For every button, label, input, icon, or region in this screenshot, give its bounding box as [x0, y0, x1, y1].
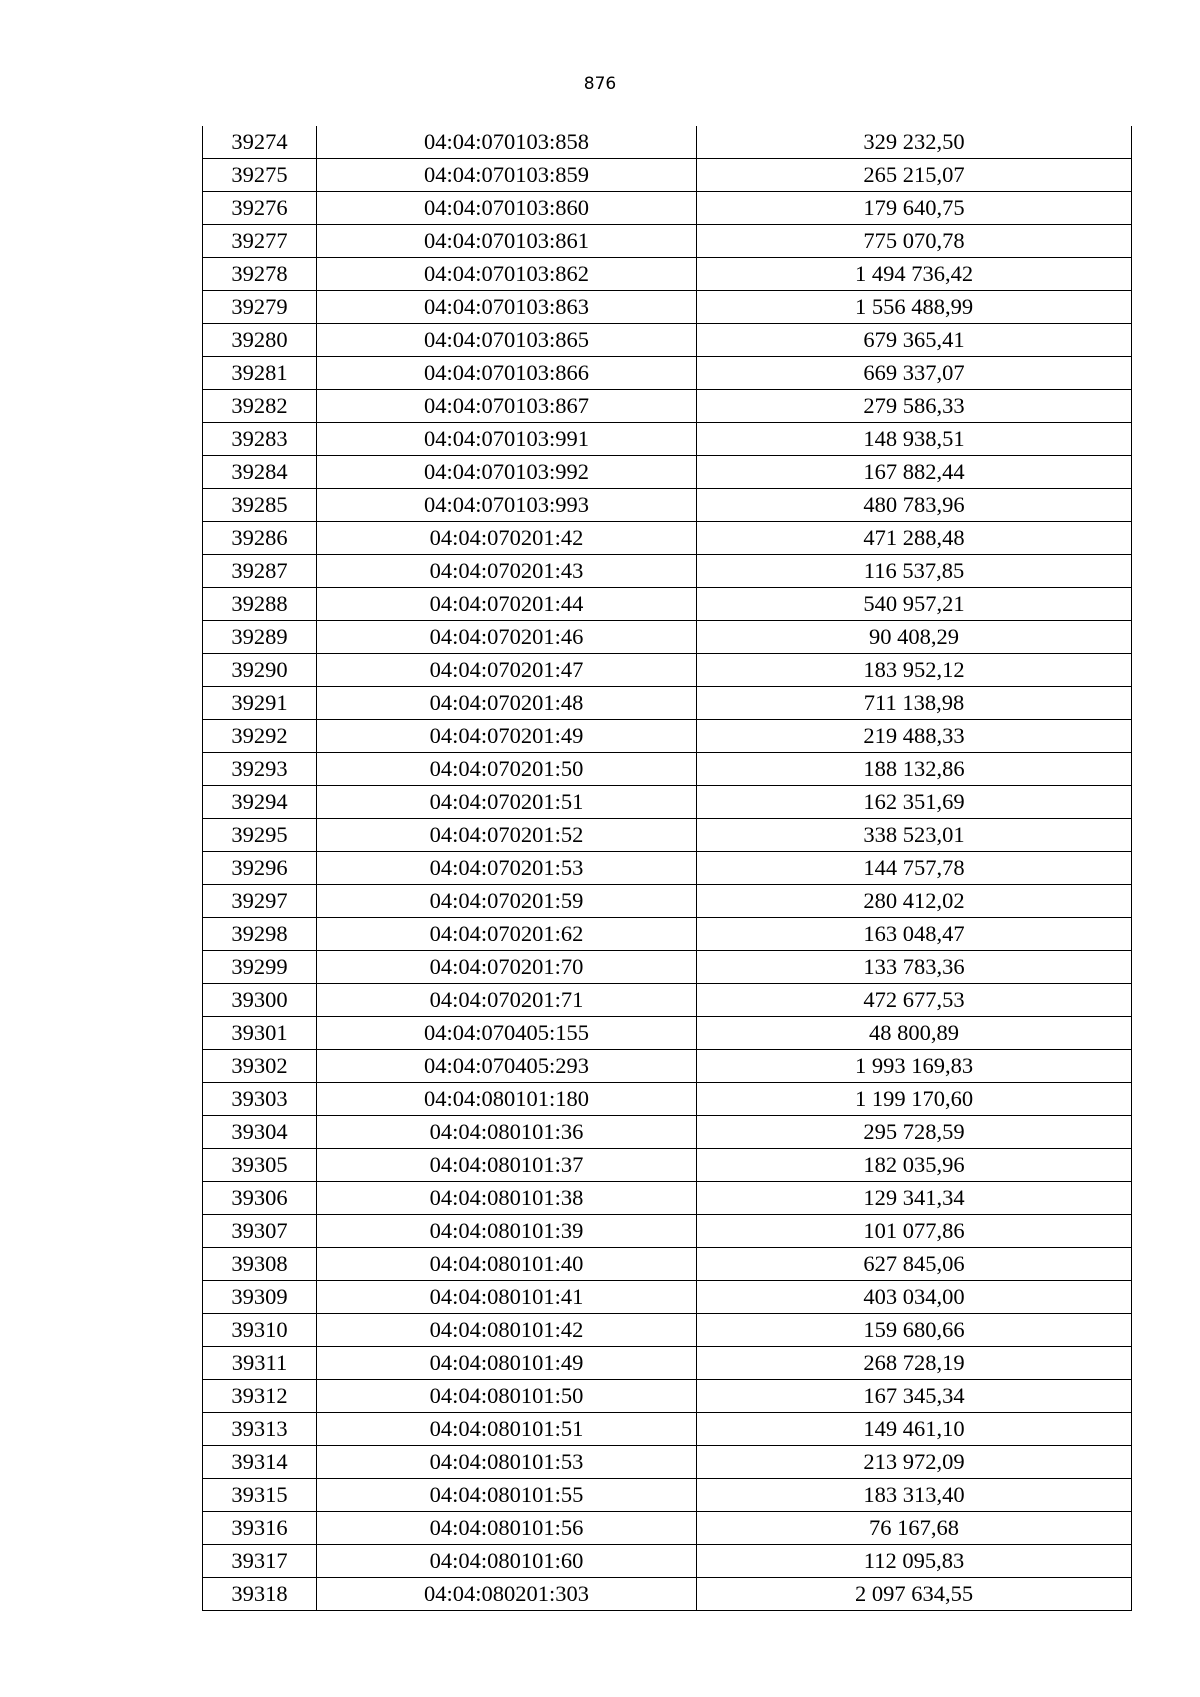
- value-cell: 219 488,33: [697, 720, 1132, 753]
- cadastral-number-cell: 04:04:080101:50: [317, 1380, 697, 1413]
- value-cell: 112 095,83: [697, 1545, 1132, 1578]
- cadastral-number-cell: 04:04:070201:50: [317, 753, 697, 786]
- row-number-cell: 39305: [203, 1149, 317, 1182]
- table-row: [203, 1149, 1132, 1182]
- value-cell: 279 586,33: [697, 390, 1132, 423]
- cadastral-number-cell: 04:04:070201:42: [317, 522, 697, 555]
- table-row: [203, 555, 1132, 588]
- row-number-cell: 39280: [203, 324, 317, 357]
- row-number-cell: 39316: [203, 1512, 317, 1545]
- cadastral-number-cell: 04:04:070103:865: [317, 324, 697, 357]
- row-number-cell: 39291: [203, 687, 317, 720]
- row-number-cell: 39306: [203, 1182, 317, 1215]
- value-cell: 133 783,36: [697, 951, 1132, 984]
- value-cell: 1 494 736,42: [697, 258, 1132, 291]
- table-row: [203, 984, 1132, 1017]
- value-cell: 213 972,09: [697, 1446, 1132, 1479]
- row-number-cell: 39294: [203, 786, 317, 819]
- table-row: [203, 1479, 1132, 1512]
- value-cell: 167 882,44: [697, 456, 1132, 489]
- row-number-cell: 39310: [203, 1314, 317, 1347]
- table-row: [203, 258, 1132, 291]
- row-number-cell: 39274: [203, 126, 317, 159]
- value-cell: 679 365,41: [697, 324, 1132, 357]
- value-cell: 775 070,78: [697, 225, 1132, 258]
- table-row: [203, 786, 1132, 819]
- cadastral-number-cell: 04:04:070103:862: [317, 258, 697, 291]
- cadastral-number-cell: 04:04:070201:44: [317, 588, 697, 621]
- table-row: [203, 1083, 1132, 1116]
- table-row: [203, 423, 1132, 456]
- cadastral-number-cell: 04:04:070103:863: [317, 291, 697, 324]
- cadastral-number-cell: 04:04:070201:59: [317, 885, 697, 918]
- row-number-cell: 39300: [203, 984, 317, 1017]
- page-number: 876: [583, 74, 617, 94]
- table-row: [203, 753, 1132, 786]
- table-row: [203, 654, 1132, 687]
- row-number-cell: 39303: [203, 1083, 317, 1116]
- cadastral-number-cell: 04:04:080101:56: [317, 1512, 697, 1545]
- cadastral-number-cell: 04:04:080101:51: [317, 1413, 697, 1446]
- table-row: [203, 1347, 1132, 1380]
- row-number-cell: 39288: [203, 588, 317, 621]
- row-number-cell: 39315: [203, 1479, 317, 1512]
- table-row: [203, 456, 1132, 489]
- table-row: [203, 852, 1132, 885]
- table-row: [203, 720, 1132, 753]
- row-number-cell: 39313: [203, 1413, 317, 1446]
- table-row: [203, 819, 1132, 852]
- row-number-cell: 39278: [203, 258, 317, 291]
- row-number-cell: 39314: [203, 1446, 317, 1479]
- table-row: [203, 1050, 1132, 1083]
- row-number-cell: 39292: [203, 720, 317, 753]
- table-row: [203, 951, 1132, 984]
- table-row: [203, 1545, 1132, 1578]
- value-cell: 162 351,69: [697, 786, 1132, 819]
- value-cell: 329 232,50: [697, 126, 1132, 159]
- cadastral-number-cell: 04:04:070201:47: [317, 654, 697, 687]
- value-cell: 179 640,75: [697, 192, 1132, 225]
- cadastral-number-cell: 04:04:070201:71: [317, 984, 697, 1017]
- row-number-cell: 39276: [203, 192, 317, 225]
- cadastral-number-cell: 04:04:070201:51: [317, 786, 697, 819]
- cadastral-number-cell: 04:04:070201:49: [317, 720, 697, 753]
- cadastral-number-cell: 04:04:080101:42: [317, 1314, 697, 1347]
- row-number-cell: 39277: [203, 225, 317, 258]
- table-body: [203, 126, 1132, 1611]
- row-number-cell: 39284: [203, 456, 317, 489]
- row-number-cell: 39290: [203, 654, 317, 687]
- table-row: [203, 126, 1132, 159]
- value-cell: 472 677,53: [697, 984, 1132, 1017]
- row-number-cell: 39285: [203, 489, 317, 522]
- table-row: [203, 1116, 1132, 1149]
- cadastral-number-cell: 04:04:070103:861: [317, 225, 697, 258]
- row-number-cell: 39299: [203, 951, 317, 984]
- cadastral-number-cell: 04:04:080101:37: [317, 1149, 697, 1182]
- value-cell: 159 680,66: [697, 1314, 1132, 1347]
- row-number-cell: 39312: [203, 1380, 317, 1413]
- value-cell: 669 337,07: [697, 357, 1132, 390]
- table-row: [203, 1017, 1132, 1050]
- value-cell: 540 957,21: [697, 588, 1132, 621]
- table-row: [203, 1182, 1132, 1215]
- row-number-cell: 39279: [203, 291, 317, 324]
- cadastral-number-cell: 04:04:070201:48: [317, 687, 697, 720]
- cadastral-number-cell: 04:04:080101:40: [317, 1248, 697, 1281]
- cadastral-number-cell: 04:04:070405:155: [317, 1017, 697, 1050]
- table-row: [203, 687, 1132, 720]
- cadastral-number-cell: 04:04:080101:60: [317, 1545, 697, 1578]
- row-number-cell: 39283: [203, 423, 317, 456]
- value-cell: 711 138,98: [697, 687, 1132, 720]
- cadastral-number-cell: 04:04:080101:38: [317, 1182, 697, 1215]
- cadastral-number-cell: 04:04:070201:43: [317, 555, 697, 588]
- row-number-cell: 39301: [203, 1017, 317, 1050]
- table-row: [203, 885, 1132, 918]
- row-number-cell: 39275: [203, 159, 317, 192]
- table-row: [203, 1215, 1132, 1248]
- cadastral-number-cell: 04:04:070103:866: [317, 357, 697, 390]
- row-number-cell: 39311: [203, 1347, 317, 1380]
- row-number-cell: 39282: [203, 390, 317, 423]
- table-row: [203, 390, 1132, 423]
- cadastral-number-cell: 04:04:070201:70: [317, 951, 697, 984]
- row-number-cell: 39293: [203, 753, 317, 786]
- cadastral-number-cell: 04:04:080101:53: [317, 1446, 697, 1479]
- row-number-cell: 39309: [203, 1281, 317, 1314]
- row-number-cell: 39286: [203, 522, 317, 555]
- value-cell: 90 408,29: [697, 621, 1132, 654]
- value-cell: 188 132,86: [697, 753, 1132, 786]
- cadastral-number-cell: 04:04:080101:41: [317, 1281, 697, 1314]
- cadastral-number-cell: 04:04:080101:55: [317, 1479, 697, 1512]
- value-cell: 101 077,86: [697, 1215, 1132, 1248]
- cadastral-number-cell: 04:04:080101:49: [317, 1347, 697, 1380]
- table-row: [203, 588, 1132, 621]
- table-row: [203, 1248, 1132, 1281]
- value-cell: 268 728,19: [697, 1347, 1132, 1380]
- cadastral-number-cell: 04:04:080101:36: [317, 1116, 697, 1149]
- value-cell: 1 556 488,99: [697, 291, 1132, 324]
- row-number-cell: 39302: [203, 1050, 317, 1083]
- cadastral-number-cell: 04:04:080201:303: [317, 1578, 697, 1611]
- row-number-cell: 39318: [203, 1578, 317, 1611]
- table-row: [203, 1578, 1132, 1611]
- row-number-cell: 39287: [203, 555, 317, 588]
- row-number-cell: 39296: [203, 852, 317, 885]
- table-row: [203, 1413, 1132, 1446]
- cadastral-number-cell: 04:04:070103:859: [317, 159, 697, 192]
- value-cell: 144 757,78: [697, 852, 1132, 885]
- cadastral-number-cell: 04:04:070103:860: [317, 192, 697, 225]
- table-row: [203, 1281, 1132, 1314]
- value-cell: 1 993 169,83: [697, 1050, 1132, 1083]
- cadastral-number-cell: 04:04:070103:858: [317, 126, 697, 159]
- row-number-cell: 39308: [203, 1248, 317, 1281]
- table-row: [203, 1314, 1132, 1347]
- cadastral-number-cell: 04:04:070103:993: [317, 489, 697, 522]
- value-cell: 2 097 634,55: [697, 1578, 1132, 1611]
- cadastral-number-cell: 04:04:080101:39: [317, 1215, 697, 1248]
- table-row: [203, 159, 1132, 192]
- table-row: [203, 522, 1132, 555]
- value-cell: 480 783,96: [697, 489, 1132, 522]
- value-cell: 183 313,40: [697, 1479, 1132, 1512]
- cadastral-number-cell: 04:04:070103:867: [317, 390, 697, 423]
- value-cell: 148 938,51: [697, 423, 1132, 456]
- value-cell: 295 728,59: [697, 1116, 1132, 1149]
- value-cell: 116 537,85: [697, 555, 1132, 588]
- cadastral-number-cell: 04:04:080101:180: [317, 1083, 697, 1116]
- table-row: [203, 1446, 1132, 1479]
- row-number-cell: 39307: [203, 1215, 317, 1248]
- table-row: [203, 1380, 1132, 1413]
- cadastral-number-cell: 04:04:070201:46: [317, 621, 697, 654]
- value-cell: 280 412,02: [697, 885, 1132, 918]
- value-cell: 471 288,48: [697, 522, 1132, 555]
- value-cell: 182 035,96: [697, 1149, 1132, 1182]
- value-cell: 163 048,47: [697, 918, 1132, 951]
- cadastral-number-cell: 04:04:070103:991: [317, 423, 697, 456]
- table-row: [203, 225, 1132, 258]
- value-cell: 403 034,00: [697, 1281, 1132, 1314]
- table-row: [203, 489, 1132, 522]
- row-number-cell: 39317: [203, 1545, 317, 1578]
- row-number-cell: 39289: [203, 621, 317, 654]
- cadastral-value-table: [202, 126, 1132, 1611]
- value-cell: 265 215,07: [697, 159, 1132, 192]
- value-cell: 338 523,01: [697, 819, 1132, 852]
- value-cell: 129 341,34: [697, 1182, 1132, 1215]
- table-row: [203, 918, 1132, 951]
- cadastral-number-cell: 04:04:070201:62: [317, 918, 697, 951]
- table-row: [203, 357, 1132, 390]
- cadastral-number-cell: 04:04:070103:992: [317, 456, 697, 489]
- row-number-cell: 39297: [203, 885, 317, 918]
- value-cell: 76 167,68: [697, 1512, 1132, 1545]
- value-cell: 149 461,10: [697, 1413, 1132, 1446]
- cadastral-number-cell: 04:04:070201:52: [317, 819, 697, 852]
- row-number-cell: 39304: [203, 1116, 317, 1149]
- cadastral-number-cell: 04:04:070201:53: [317, 852, 697, 885]
- value-cell: 167 345,34: [697, 1380, 1132, 1413]
- value-cell: 183 952,12: [697, 654, 1132, 687]
- value-cell: 627 845,06: [697, 1248, 1132, 1281]
- table-row: [203, 621, 1132, 654]
- row-number-cell: 39298: [203, 918, 317, 951]
- value-cell: 1 199 170,60: [697, 1083, 1132, 1116]
- row-number-cell: 39281: [203, 357, 317, 390]
- row-number-cell: 39295: [203, 819, 317, 852]
- table-row: [203, 192, 1132, 225]
- table-row: [203, 291, 1132, 324]
- table-row: [203, 324, 1132, 357]
- value-cell: 48 800,89: [697, 1017, 1132, 1050]
- cadastral-number-cell: 04:04:070405:293: [317, 1050, 697, 1083]
- table-row: [203, 1512, 1132, 1545]
